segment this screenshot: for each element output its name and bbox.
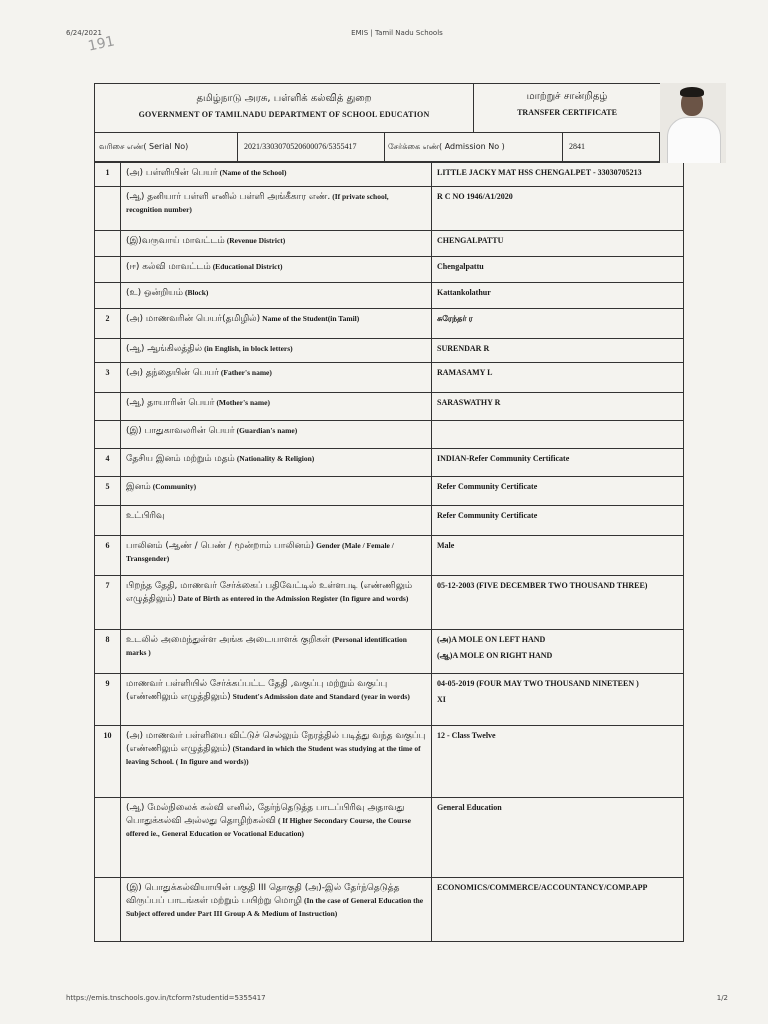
field-label-tamil: (ஆ) தாயாரின் பெயர் bbox=[126, 398, 215, 408]
field-label-tamil: பிறந்த தேதி, மாணவர் சேர்க்கைப் பதிவேட்டில் உள்ளபடி (எண்ணிலும் எழுத்திலும்) bbox=[126, 581, 413, 605]
field-label-tamil: (அ) தந்தையின் பெயர் bbox=[126, 368, 219, 378]
serial-value: 2021/3303070520600076/5355417 bbox=[242, 133, 385, 161]
field-value-cell bbox=[432, 878, 684, 942]
field-value: சுரேந்தர் ர bbox=[437, 314, 473, 323]
field-label-english: (If private school, recognition number) bbox=[126, 192, 389, 215]
tc-title-block bbox=[474, 84, 660, 132]
table-row bbox=[95, 477, 684, 506]
field-label-tamil: (அ) மாணவரின் பெயர்(தமிழில்) bbox=[126, 314, 261, 324]
table-row bbox=[95, 363, 684, 393]
field-label bbox=[121, 449, 432, 477]
field-value: Refer Community Certificate bbox=[437, 482, 538, 491]
department-block bbox=[95, 84, 474, 132]
field-label bbox=[121, 630, 432, 674]
field-value: Male bbox=[437, 541, 455, 550]
row-number bbox=[95, 339, 121, 363]
table-row bbox=[95, 506, 684, 536]
field-label-tamil: தேசிய இனம் மற்றும் மதம் bbox=[126, 454, 235, 464]
table-row bbox=[95, 536, 684, 576]
field-value-cell bbox=[432, 421, 684, 449]
field-label-tamil: (அ) பள்ளியின் பெயர் bbox=[126, 168, 218, 178]
field-value: General Education bbox=[437, 803, 502, 812]
field-label bbox=[121, 878, 432, 942]
handwritten-mark: 191 bbox=[86, 33, 117, 55]
field-value-cell bbox=[432, 393, 684, 421]
field-value-cell bbox=[432, 449, 684, 477]
field-label bbox=[121, 257, 432, 283]
row-number: 1 bbox=[95, 163, 121, 187]
field-label-tamil: (இ)வருவாய் மாவட்டம் bbox=[126, 236, 225, 246]
row-number: 3 bbox=[95, 363, 121, 393]
page-number: 1/2 bbox=[716, 994, 728, 1002]
field-label-tamil: பாலினம் (ஆண் / பெண் / மூன்றாம் பாலினம்) bbox=[126, 541, 315, 551]
field-label-english: Gender (Male / Female / Transgender) bbox=[126, 541, 394, 564]
field-value: SARASWATHY R bbox=[437, 398, 501, 407]
row-number bbox=[95, 393, 121, 421]
field-label-tamil: உடலில் அமைந்துள்ள அங்க அடையாளக் குறிகள் bbox=[126, 635, 331, 645]
row-number: 7 bbox=[95, 576, 121, 630]
tc-title-english: TRANSFER CERTIFICATE bbox=[517, 108, 617, 117]
row-number bbox=[95, 506, 121, 536]
field-label-english: (Personal identification marks ) bbox=[126, 635, 407, 658]
field-label-english: (in English, in block letters) bbox=[204, 344, 293, 353]
field-label-tamil: (ஆ) மேல்நிலைக் கல்வி எனில், தேர்ந்தெடுத்த பாடப்பிரிவு அதாவது பொதுக்கல்வி அல்லது தொழிற்கல்வி bbox=[126, 803, 405, 827]
field-value-second: XI bbox=[437, 694, 446, 704]
field-label bbox=[121, 674, 432, 726]
field-label-english: Student's Admission date and Standard (year in words) bbox=[232, 692, 410, 702]
field-value-cell bbox=[432, 309, 684, 339]
table-row bbox=[95, 798, 684, 878]
row-number bbox=[95, 257, 121, 283]
field-label-english: (Educational District) bbox=[212, 262, 283, 271]
table-row bbox=[95, 163, 684, 187]
field-value-cell bbox=[432, 674, 684, 726]
field-value-cell bbox=[432, 163, 684, 187]
field-label-tamil: மாணவர் பள்ளியில் சேர்க்கப்பட்ட தேதி ,வகுப்பு மற்றும் வகுப்பு (எண்ணிலும் எழுத்திலும்) bbox=[126, 679, 388, 703]
field-label bbox=[121, 363, 432, 393]
field-label-english: (In the case of General Education the Subject offered under Part III Group A & Medium of Instruction) bbox=[126, 896, 424, 919]
row-number bbox=[95, 878, 121, 942]
field-value: Kattankolathur bbox=[437, 288, 491, 297]
print-url: https://emis.tnschools.gov.in/tcform?studentid=5355417 bbox=[66, 994, 266, 1002]
table-row bbox=[95, 231, 684, 257]
table-row bbox=[95, 630, 684, 674]
field-value-cell bbox=[432, 506, 684, 536]
field-value: 04-05-2019 (FOUR MAY TWO THOUSAND NINETEEN ) bbox=[437, 679, 639, 688]
field-value-cell bbox=[432, 339, 684, 363]
table-row bbox=[95, 449, 684, 477]
tc-title-tamil: மாற்றுச் சான்றிதழ் bbox=[526, 91, 608, 102]
row-number bbox=[95, 421, 121, 449]
field-label bbox=[121, 421, 432, 449]
field-label bbox=[121, 231, 432, 257]
field-label-english: (Community) bbox=[152, 482, 197, 491]
field-label-english: (Nationality & Religion) bbox=[236, 454, 315, 463]
serial-label: வரிசை எண்( Serial No) bbox=[99, 133, 238, 161]
table-row bbox=[95, 187, 684, 231]
field-label bbox=[121, 393, 432, 421]
field-value-cell bbox=[432, 231, 684, 257]
row-number bbox=[95, 283, 121, 309]
row-number: 9 bbox=[95, 674, 121, 726]
row-number: 4 bbox=[95, 449, 121, 477]
field-label-tamil: இனம் bbox=[126, 482, 151, 492]
field-value: RAMASAMY L bbox=[437, 368, 493, 377]
field-value: CHENGALPATTU bbox=[437, 236, 504, 245]
row-number: 8 bbox=[95, 630, 121, 674]
row-number bbox=[95, 187, 121, 231]
table-row bbox=[95, 674, 684, 726]
field-label bbox=[121, 576, 432, 630]
certificate-table bbox=[94, 162, 684, 942]
dept-english: GOVERNMENT OF TAMILNADU DEPARTMENT OF SCHOOL EDUCATION bbox=[138, 110, 430, 119]
field-value-cell bbox=[432, 630, 684, 674]
table-row bbox=[95, 339, 684, 363]
field-label bbox=[121, 283, 432, 309]
field-label-english: (Revenue District) bbox=[226, 236, 286, 245]
field-label-tamil: (இ) பாதுகாவலரின் பெயர் bbox=[126, 426, 235, 436]
field-value: Refer Community Certificate bbox=[437, 511, 538, 520]
dept-tamil: தமிழ்நாடு அரசு, பள்ளிக் கல்வித் துறை bbox=[196, 93, 372, 104]
field-label bbox=[121, 506, 432, 536]
table-row bbox=[95, 309, 684, 339]
admission-label: சேர்க்கை எண்( Admission No ) bbox=[388, 133, 563, 161]
field-label-english: (Block) bbox=[185, 288, 209, 297]
transfer-certificate bbox=[94, 83, 726, 942]
field-value: (அ)A MOLE ON LEFT HAND bbox=[437, 635, 546, 644]
field-label bbox=[121, 536, 432, 576]
row-number: 10 bbox=[95, 726, 121, 798]
table-row bbox=[95, 726, 684, 798]
field-label-tamil: (அ) மாணவர் பள்ளியை விட்டுச் செல்லும் நேரத்தில் படித்து வந்த வகுப்பு (எண்ணிலும் எழுத்திலும்) bbox=[126, 731, 426, 755]
field-label-english: (Father's name) bbox=[220, 368, 272, 377]
field-label-english: ( If Higher Secondary Course, the Course offered ie., General Education or Vocational Education) bbox=[126, 816, 411, 839]
field-label-tamil: (இ) பொதுக்கல்வியாயின் பகுதி III தொகுதி (அ)-இல் தேர்ந்தெடுத்த விருப்பப் பாடங்கள் மற்றும் பயிற்று மொழி bbox=[126, 883, 400, 907]
field-label bbox=[121, 726, 432, 798]
print-title: EMIS | Tamil Nadu Schools bbox=[351, 29, 443, 37]
field-label-tamil: (ஈ) கல்வி மாவட்டம் bbox=[126, 262, 211, 272]
field-value: INDIAN-Refer Community Certificate bbox=[437, 454, 570, 463]
student-photo bbox=[660, 83, 726, 163]
table-row bbox=[95, 257, 684, 283]
table-row bbox=[95, 393, 684, 421]
field-label bbox=[121, 477, 432, 506]
field-value-cell bbox=[432, 798, 684, 878]
field-value-cell bbox=[432, 187, 684, 231]
field-label bbox=[121, 339, 432, 363]
print-date: 6/24/2021 bbox=[66, 29, 102, 37]
certificate-header bbox=[94, 83, 726, 132]
field-label-english: (Standard in which the Student was studying at the time of leaving School. ( In figure and words)) bbox=[126, 744, 421, 767]
row-number bbox=[95, 231, 121, 257]
field-value-cell bbox=[432, 536, 684, 576]
row-number bbox=[95, 798, 121, 878]
field-label bbox=[121, 309, 432, 339]
field-label-tamil: (ஆ) தனியார் பள்ளி எனில் பள்ளி அங்கீகார எண். bbox=[126, 192, 331, 202]
field-value: 12 - Class Twelve bbox=[437, 731, 496, 740]
field-value-cell bbox=[432, 363, 684, 393]
field-value: SURENDAR R bbox=[437, 344, 490, 353]
field-value: R C NO 1946/A1/2020 bbox=[437, 192, 513, 201]
field-label-english: (Guardian's name) bbox=[236, 426, 298, 435]
field-label-english: Name of the Student(in Tamil) bbox=[262, 314, 360, 323]
field-label bbox=[121, 798, 432, 878]
table-row bbox=[95, 878, 684, 942]
field-value: Chengalpattu bbox=[437, 262, 484, 271]
field-label bbox=[121, 187, 432, 231]
field-label-english: (Mother's name) bbox=[216, 398, 270, 407]
field-value-cell bbox=[432, 283, 684, 309]
field-label-tamil: உட்பிரிவு bbox=[126, 511, 165, 521]
field-label-english: (Name of the School) bbox=[219, 168, 287, 177]
field-label-tamil: (உ) ஒன்றியம் bbox=[126, 288, 184, 298]
table-row bbox=[95, 421, 684, 449]
row-number: 6 bbox=[95, 536, 121, 576]
field-value: ECONOMICS/COMMERCE/ACCOUNTANCY/COMP.APP bbox=[437, 883, 648, 892]
field-value-cell bbox=[432, 477, 684, 506]
row-number: 2 bbox=[95, 309, 121, 339]
field-value: 05-12-2003 (FIVE DECEMBER TWO THOUSAND THREE) bbox=[437, 581, 648, 590]
field-label-english: Date of Birth as entered in the Admission Register (In figure and words) bbox=[177, 594, 409, 604]
field-value: LITTLE JACKY MAT HSS CHENGALPET - 33030705213 bbox=[437, 168, 642, 177]
field-value-cell bbox=[432, 576, 684, 630]
field-value-second: (ஆ)A MOLE ON RIGHT HAND bbox=[437, 650, 553, 660]
admission-value: 2841 bbox=[569, 142, 585, 151]
row-number: 5 bbox=[95, 477, 121, 506]
field-label-tamil: (ஆ) ஆங்கிலத்தில் bbox=[126, 344, 203, 354]
field-value-cell bbox=[432, 257, 684, 283]
field-label bbox=[121, 163, 432, 187]
table-row bbox=[95, 283, 684, 309]
table-row bbox=[95, 576, 684, 630]
field-value-cell bbox=[432, 726, 684, 798]
serial-row bbox=[94, 132, 660, 162]
